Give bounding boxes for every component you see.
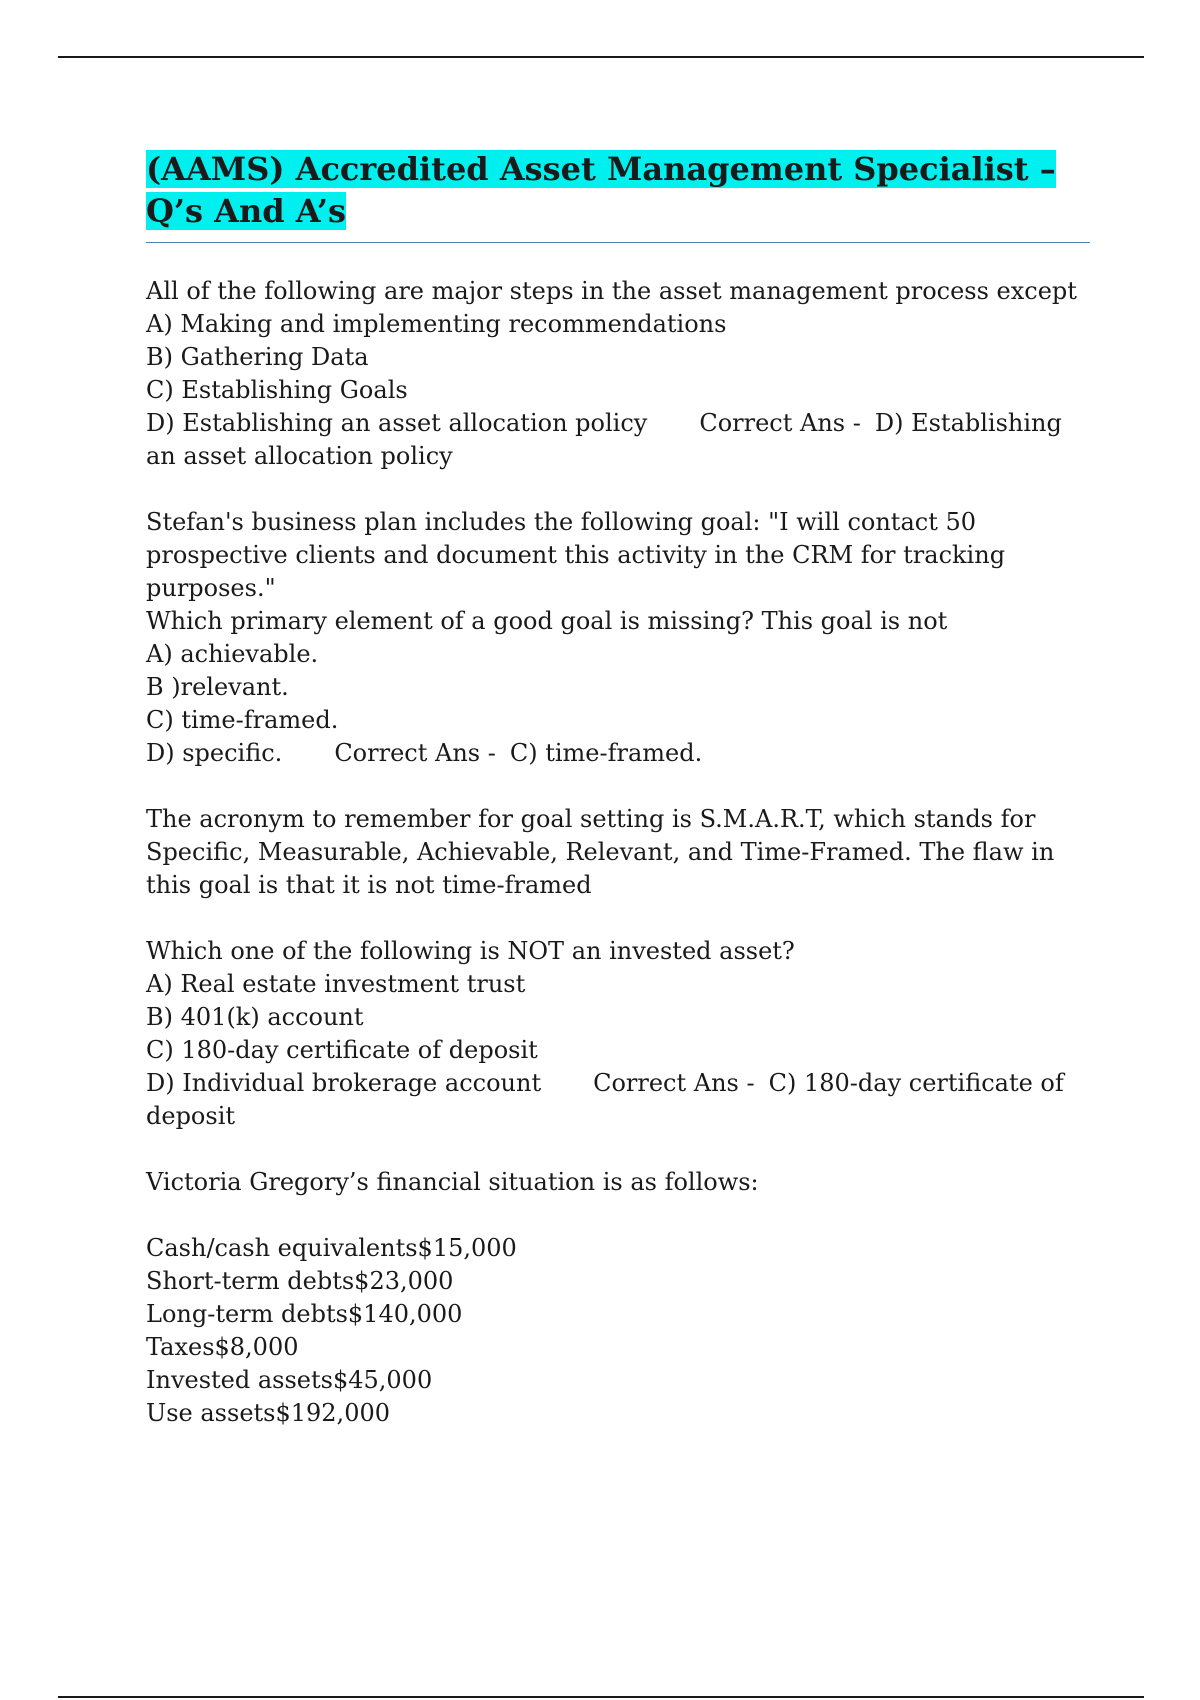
financial-items-list	[146, 1232, 1090, 1430]
document-body	[146, 275, 1090, 1430]
option-b: B) 401(k) account	[146, 1003, 364, 1031]
question-prompt: Which primary element of a good goal is missing? This goal is not	[146, 607, 948, 635]
answer-text: C) time-framed.	[509, 739, 703, 767]
document-page	[146, 148, 1090, 1463]
financial-item: Use assets$192,000	[146, 1399, 390, 1427]
financial-item: Taxes$8,000	[146, 1333, 299, 1361]
question-4-intro	[146, 1166, 1090, 1199]
option-c: C) Establishing Goals	[146, 376, 408, 404]
option-b: B )relevant.	[146, 673, 289, 701]
financial-situation-intro: Victoria Gregory’s financial situation is as follows:	[146, 1168, 759, 1196]
option-d-with-answer	[146, 737, 1090, 770]
question-text: Which one of the following is NOT an invested asset?	[146, 937, 795, 965]
option-d-with-answer	[146, 1067, 1090, 1133]
question-1	[146, 275, 1090, 473]
option-d: D) Individual brokerage account	[146, 1069, 542, 1097]
option-d-with-answer	[146, 407, 1090, 473]
question-3	[146, 935, 1090, 1133]
answer-label: Correct Ans -	[334, 739, 496, 767]
option-d: D) specific.	[146, 739, 283, 767]
financial-item: Invested assets$45,000	[146, 1366, 433, 1394]
answer-label: Correct Ans -	[699, 409, 861, 437]
financial-item: Long-term debts$140,000	[146, 1300, 463, 1328]
explanation-paragraph	[146, 803, 1090, 902]
option-a: A) Making and implementing recommendations	[146, 310, 727, 338]
page-bottom-rule	[58, 1696, 1144, 1698]
explanation-text: The acronym to remember for goal setting is S.M.A.R.T, which stands for Specific, Measurable, Achievable, Relevant, and Time-Framed. The flaw in this goal is that it is not time-framed	[146, 805, 1055, 899]
question-text: All of the following are major steps in the asset management process except	[146, 277, 1077, 305]
option-a: A) Real estate investment trust	[146, 970, 526, 998]
answer-text: D) Establishing an asset allocation policy	[146, 409, 1062, 470]
answer-text: C) 180-day certificate of deposit	[146, 1069, 1064, 1130]
option-b: B) Gathering Data	[146, 343, 369, 371]
option-d: D) Establishing an asset allocation policy	[146, 409, 648, 437]
title-underline	[146, 242, 1090, 243]
option-a: A) achievable.	[146, 640, 319, 668]
question-text: Stefan's business plan includes the following goal: "I will contact 50 prospective clients and document this activity in the CRM for tracking purposes."	[146, 508, 1006, 602]
financial-item: Short-term debts$23,000	[146, 1267, 454, 1295]
financial-item: Cash/cash equivalents$15,000	[146, 1234, 517, 1262]
document-title: (AAMS) Accredited Asset Management Specialist – Q’s And A’s	[146, 150, 1056, 230]
answer-label: Correct Ans -	[593, 1069, 755, 1097]
option-c: C) time-framed.	[146, 706, 339, 734]
question-2	[146, 506, 1090, 770]
page-top-rule	[58, 56, 1144, 58]
option-c: C) 180-day certificate of deposit	[146, 1036, 538, 1064]
